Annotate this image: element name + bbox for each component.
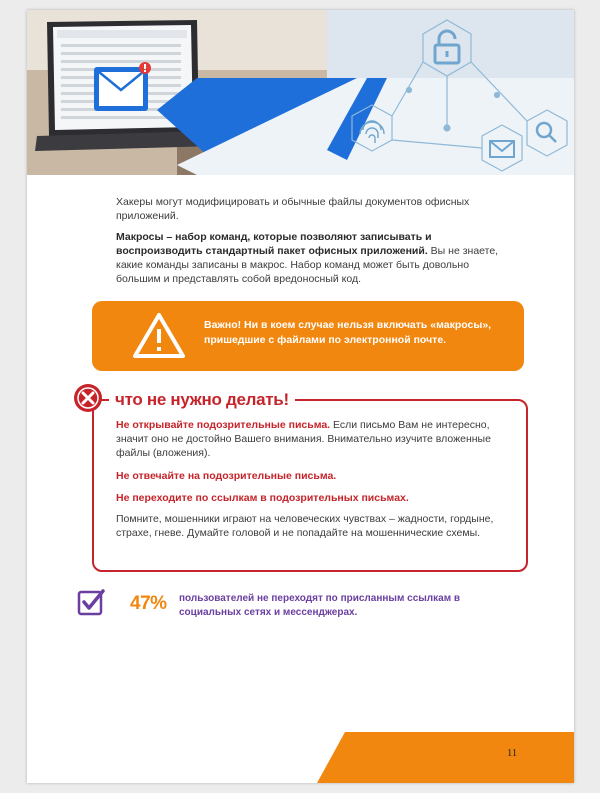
dont-item-3: Не переходите по ссылкам в подозрительных письмах. <box>116 492 409 504</box>
dont-item-1 <box>116 418 516 460</box>
macros-definition: Макросы – набор команд, которые позволяют записывать и воспроизводить стандартный пакет офисных приложений. <box>116 231 432 257</box>
intro-paragraph: Хакеры могут модифицировать и обычные файлы документов офисных приложений. <box>116 196 470 222</box>
warning-box <box>92 301 524 371</box>
dont-title: что не нужно делать! <box>109 390 295 410</box>
warning-text: Важно! Ни в коем случае нельзя включать «макросы», пришедшие с файлами по электронной почте. <box>204 319 492 346</box>
macros-paragraph <box>116 230 516 286</box>
document-page <box>27 10 574 783</box>
dont-item-1-text: Если письмо Вам не интересно, значит оно не достойно Вашего внимания. Внимательно изучите вложенные файлы (вложения). <box>116 419 491 459</box>
dont-note: Помните, мошенники играют на человеческих чувствах – жадности, гордыне, страхе, гневе. Думайте головой и не попадайте на мошеннические схемы. <box>116 513 494 539</box>
x-circle-icon <box>73 383 103 413</box>
footer-orange-band <box>27 722 574 783</box>
stat-percent: 47% <box>130 593 167 614</box>
dont-item-1-title: Не открывайте подозрительные письма. <box>116 419 331 431</box>
stat-text: пользователей не переходят по присланным ссылкам в социальных сетях и мессенджерах. <box>179 593 461 618</box>
checkbox-icon <box>77 588 105 616</box>
page-number: 11 <box>507 748 518 759</box>
warning-triangle-icon <box>132 312 186 360</box>
dont-item-2: Не отвечайте на подозрительные письма. <box>116 470 337 482</box>
header-illustration <box>27 10 574 175</box>
macros-explanation: Вы не знаете, какие команды записаны в макрос. Набор команд может быть довольно большим и представлять собой вредоносный код. <box>116 245 499 285</box>
